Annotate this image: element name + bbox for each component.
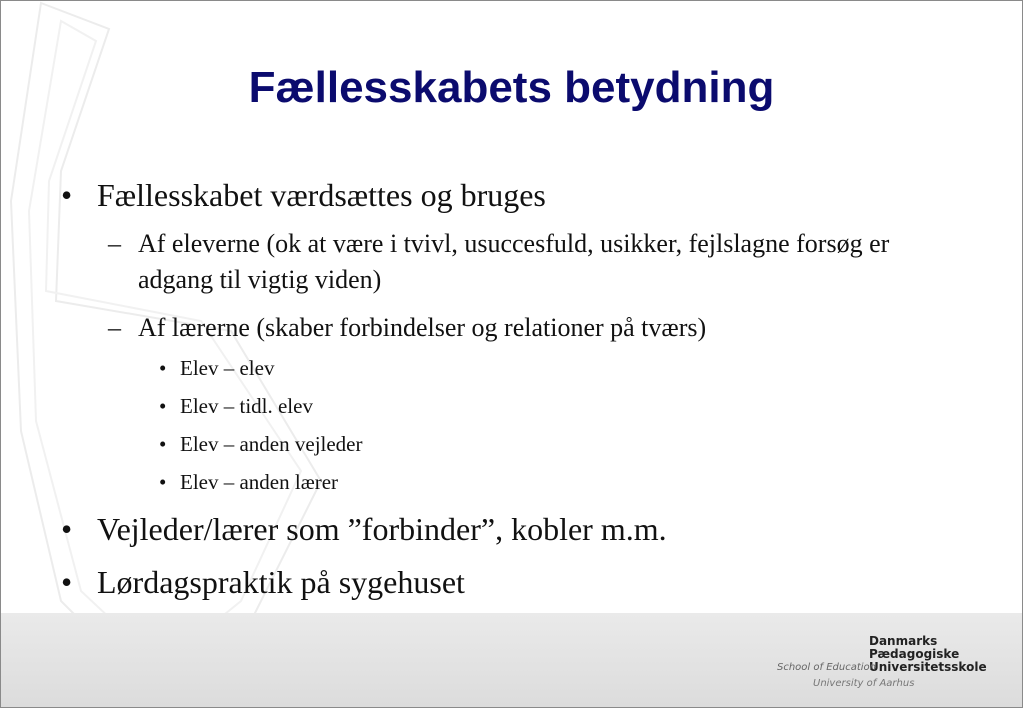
bullet-icon: • bbox=[159, 356, 167, 380]
slide-title: Fællesskabets betydning bbox=[248, 63, 775, 112]
bullet-icon: • bbox=[159, 432, 167, 456]
school-label: School of Education bbox=[777, 662, 876, 673]
sub-sub-bullet-text: Elev – tidl. elev bbox=[180, 394, 313, 418]
bullet-icon: • bbox=[61, 511, 73, 547]
sub-bullet-text: Af lærerne (skaber forbindelser og relationer på tværs) bbox=[138, 313, 707, 342]
bullet-text: Fællesskabet værdsættes og bruges bbox=[97, 177, 546, 213]
bullet-icon: • bbox=[61, 177, 73, 213]
bullet-icon: • bbox=[61, 564, 73, 600]
sub-sub-bullet-text: Elev – elev bbox=[180, 356, 275, 380]
sub-sub-bullet-text: Elev – anden vejleder bbox=[180, 432, 363, 456]
bullet-text: Vejleder/lærer som ”forbinder”, kobler m.m. bbox=[97, 511, 667, 547]
institution-logo bbox=[771, 633, 1001, 693]
bullet-icon: • bbox=[159, 394, 167, 418]
university-label: University of Aarhus bbox=[813, 678, 915, 689]
dash-icon: – bbox=[108, 229, 121, 258]
sub-sub-bullet-text: Elev – anden lærer bbox=[180, 470, 339, 494]
logo-line-2: Pædagogiske bbox=[869, 647, 960, 661]
sub-bullet-text: Af eleverne (ok at være i tvivl, usuccesfuld, usikker, fejlslagne forsøg er adgang til vigtig viden) bbox=[138, 229, 890, 294]
logo-line-1: Danmarks bbox=[869, 634, 938, 648]
bullet-text: Lørdagspraktik på sygehuset bbox=[97, 564, 465, 600]
logo-line-3: Universitetsskole bbox=[869, 660, 987, 674]
bullet-icon: • bbox=[159, 470, 167, 494]
dash-icon: – bbox=[108, 313, 121, 342]
logo-name bbox=[869, 635, 987, 674]
